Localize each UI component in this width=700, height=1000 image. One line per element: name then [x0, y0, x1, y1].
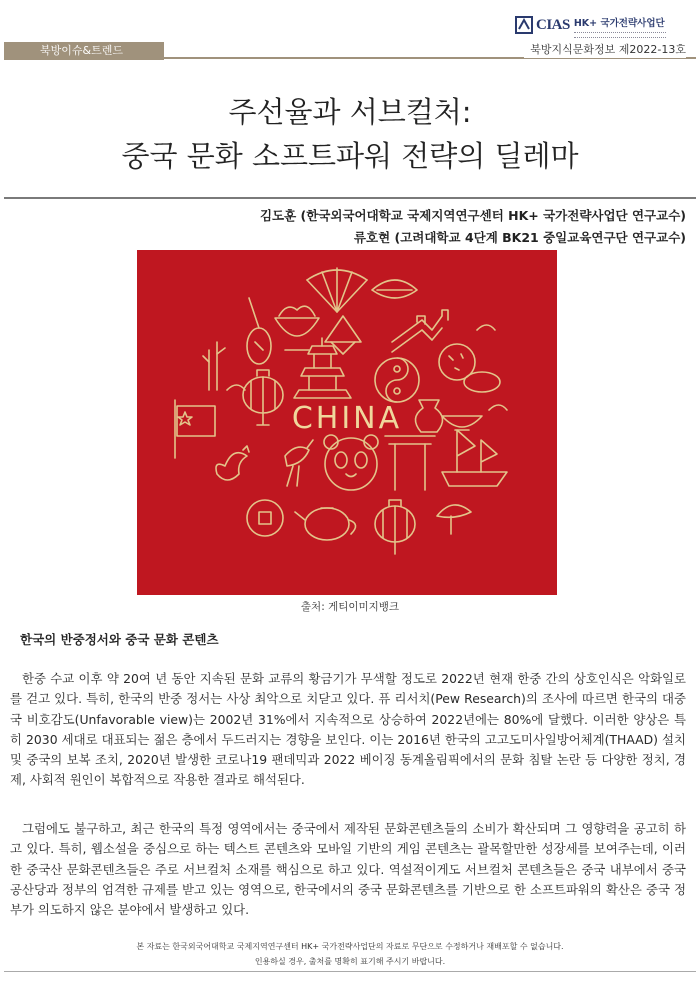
author-2: 류호현 (고려대학교 4단계 BK21 중일교육연구단 연구교수) [353, 230, 686, 245]
logo-program-name: HK+ 국가전략사업단 [573, 17, 665, 29]
authors [260, 205, 686, 249]
pagoda-icon [294, 338, 351, 398]
title-line-1: 주선율과 서브컬처: [228, 95, 472, 129]
image-caption: 출처: 게티이미지뱅크 [300, 601, 400, 613]
category-label: 북방이슈&트렌드 [4, 42, 164, 60]
china-text: CHINA [291, 401, 403, 436]
paragraph-2: 그럼에도 불구하고, 최근 한국의 특정 영역에서는 중국에서 제작된 문화콘텐츠들의 소비가 확산되며 그 영향력을 공고히 하고 있다. 특히, 웹소설을 중심으로 하는 텍스트 콘텐츠와 모바일 기반의 게임 콘텐츠는 괄목할만한 성장세를 보여주는데, 이러한 중국산 문화콘텐츠들은 주로 서브컬처 소재를 핵심으로 하고 있다. 역설적이게도 서브컬처 콘텐츠들은 중국 내부에서 중국 공산당과 정부의 엄격한 규제를 받고 있는 영역으로, 한국에서의 중국 문화콘텐츠를 기반으로 한 소프트파워의 확산은 중국 정부가 의도하지 않은 분야에서 발생하고 있다. [10, 821, 686, 918]
logo-subtitle-decoration [574, 32, 666, 38]
paragraph-1: 한중 수교 이후 약 20여 년 동안 지속된 문화 교류의 황금기가 무색할 정도로 2022년 현재 한중 간의 상호인식은 악화일로를 걷고 있다. 특히, 한국의 반중 정서는 사상 최악으로 치닫고 있다. 퓨 리서치(Pew Research)의 조사에 따르면 한국의 대중국 비호감도(Unfavorable view)는 2002년 31%에서 지속적으로 상승하여 2022년에는 80%에 달했다. 이러한 양상은 특히 2030 세대로 대표되는 젊은 층에서 두드러지는 경향을 보인다. 이는 2016년 한국의 고고도미사일방어체계(THAAD) 설치 및 중국의 보복 조치, 2020년 발생한 코로나19 팬데믹과 2022 베이징 동계올림픽에서의 문화 침탈 논란 등 다양한 정치, 경제, 사회적 원인이 복합적으로 작용한 결과로 해석된다. [10, 671, 686, 788]
footer-line-1: 본 자료는 한국외국어대학교 국제지역연구센터 HK+ 국가전략사업단의 자료로 무단으로 수정하거나 재배포할 수 없습니다. [136, 942, 564, 951]
lantern-right-icon [375, 500, 415, 554]
rooster-icon [216, 446, 249, 480]
bamboo-icon [203, 342, 225, 390]
mushroom-icon [437, 505, 471, 534]
great-wall-icon [392, 310, 448, 352]
gate-icon [385, 436, 435, 490]
china-illustration [137, 250, 557, 595]
title-line-2: 중국 문화 소프트파워 전략의 딜레마 [121, 139, 579, 173]
section-heading: 한국의 반중정서와 중국 문화 콘텐츠 [20, 632, 219, 647]
fan-icon [307, 268, 367, 312]
crane-icon [285, 440, 313, 486]
cias-logo-icon [515, 16, 533, 34]
footer-notice [0, 939, 700, 969]
footer-divider [4, 971, 696, 972]
header-bar [0, 42, 700, 60]
issue-number: 북방지식문화정보 제2022-13호 [524, 42, 686, 58]
logo-text: CIAS [536, 16, 570, 33]
title-divider [4, 197, 696, 199]
cias-logo [515, 10, 680, 40]
junk-boat-icon [442, 430, 507, 486]
china-icons-svg [137, 250, 557, 595]
page-title [0, 90, 700, 178]
footer-line-2: 인용하실 경우, 출처를 명확히 표기해 주시기 바랍니다. [254, 957, 446, 966]
teapot-icon [295, 508, 356, 540]
pipa-icon [247, 298, 271, 364]
bowl-icon [442, 416, 482, 430]
fruit-icon [439, 344, 500, 392]
yin-yang-icon [375, 358, 419, 402]
rice-bowl-icon [275, 306, 319, 350]
china-flag-icon [175, 400, 215, 458]
lantern-icon [243, 370, 283, 425]
coin-icon [247, 500, 283, 536]
dumpling-icon [372, 280, 417, 298]
conical-hat-icon [325, 316, 361, 354]
author-1: 김도훈 (한국외국어대학교 국제지역연구센터 HK+ 국가전략사업단 연구교수) [259, 208, 686, 223]
vase-icon [415, 400, 442, 432]
panda-icon [324, 435, 378, 490]
